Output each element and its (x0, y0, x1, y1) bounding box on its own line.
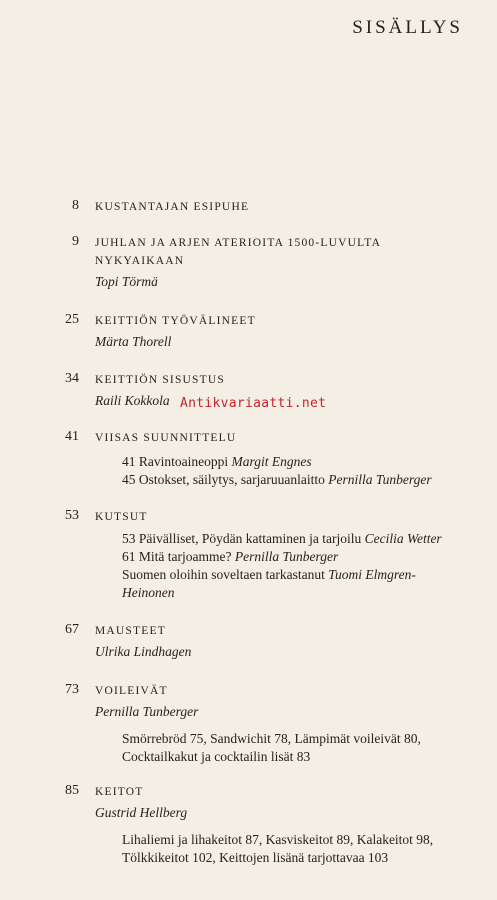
page-number: 8 (72, 198, 79, 213)
subsection-line: Tölkkikeitot 102, Keittojen lisänä tarjottavaa 103 (122, 850, 389, 865)
section-heading-continued: NYKYAIKAAN (95, 255, 185, 267)
subsection-line (122, 566, 416, 584)
subsection-line: Lihaliemi ja lihakeitot 87, Kasviskeitot 89, Kalakeitot 98, (122, 832, 434, 847)
subsection-line (122, 548, 338, 566)
author-name: Heinonen (122, 585, 175, 600)
section-heading: KEITTIÖN SISUSTUS (95, 374, 225, 386)
section-heading: VOILEIVÄT (95, 685, 168, 697)
subsection-line (122, 530, 442, 548)
page-number: 67 (65, 622, 79, 637)
subsection-line: Smörrebröd 75, Sandwichit 78, Lämpimät voileivät 80, (122, 731, 421, 746)
page-number: 25 (65, 312, 79, 327)
page-number: 34 (65, 371, 79, 386)
section-heading: KEITTIÖN TYÖVÄLINEET (95, 315, 256, 327)
author-name: Gustrid Hellberg (95, 805, 188, 820)
author-name: Märta Thorell (95, 334, 172, 349)
subsection-title: 45 Ostokset, säilytys, sarjaruuanlaitto (122, 472, 329, 487)
subsection-title: 53 Päivälliset, Pöydän kattaminen ja tarjoilu (122, 531, 365, 546)
author-name: Raili Kokkola (95, 393, 170, 408)
author-name: Ulrika Lindhagen (95, 644, 192, 659)
subsection-line (122, 471, 432, 489)
author-name: Tuomi Elmgren- (328, 567, 416, 582)
subsection-line (122, 453, 312, 471)
author-name: Margit Engnes (231, 454, 312, 469)
section-heading: KUTSUT (95, 511, 148, 523)
section-heading: VIISAS SUUNNITTELU (95, 432, 237, 444)
subsection-title: Suomen oloihin soveltaen tarkastanut (122, 567, 329, 582)
page-number: 85 (65, 783, 79, 798)
subsection-title: 61 Mitä tarjoamme? (122, 549, 235, 564)
author-name: Pernilla Tunberger (95, 704, 199, 719)
author-name: Pernilla Tunberger (234, 549, 339, 564)
section-heading: KUSTANTAJAN ESIPUHE (95, 201, 250, 213)
page-title: SISÄLLYS (352, 17, 463, 38)
author-name: Topi Törmä (95, 274, 158, 289)
watermark: Antikvariaatti.net (180, 396, 327, 411)
page-number: 9 (72, 234, 79, 249)
page-number: 53 (65, 508, 79, 523)
subsection-line: Cocktailkakut ja cocktailin lisät 83 (122, 749, 311, 764)
author-name: Pernilla Tunberger (328, 472, 432, 487)
page-number: 41 (65, 429, 79, 444)
author-name: Cecilia Wetter (364, 531, 442, 546)
subsection-title: 41 Ravintoaineoppi (122, 454, 232, 469)
section-heading: KEITOT (95, 786, 144, 798)
page-number: 73 (65, 682, 79, 697)
subsection-line (122, 584, 174, 602)
section-heading: JUHLAN JA ARJEN ATERIOITA 1500-LUVULTA (95, 237, 382, 249)
section-heading: MAUSTEET (95, 625, 166, 637)
